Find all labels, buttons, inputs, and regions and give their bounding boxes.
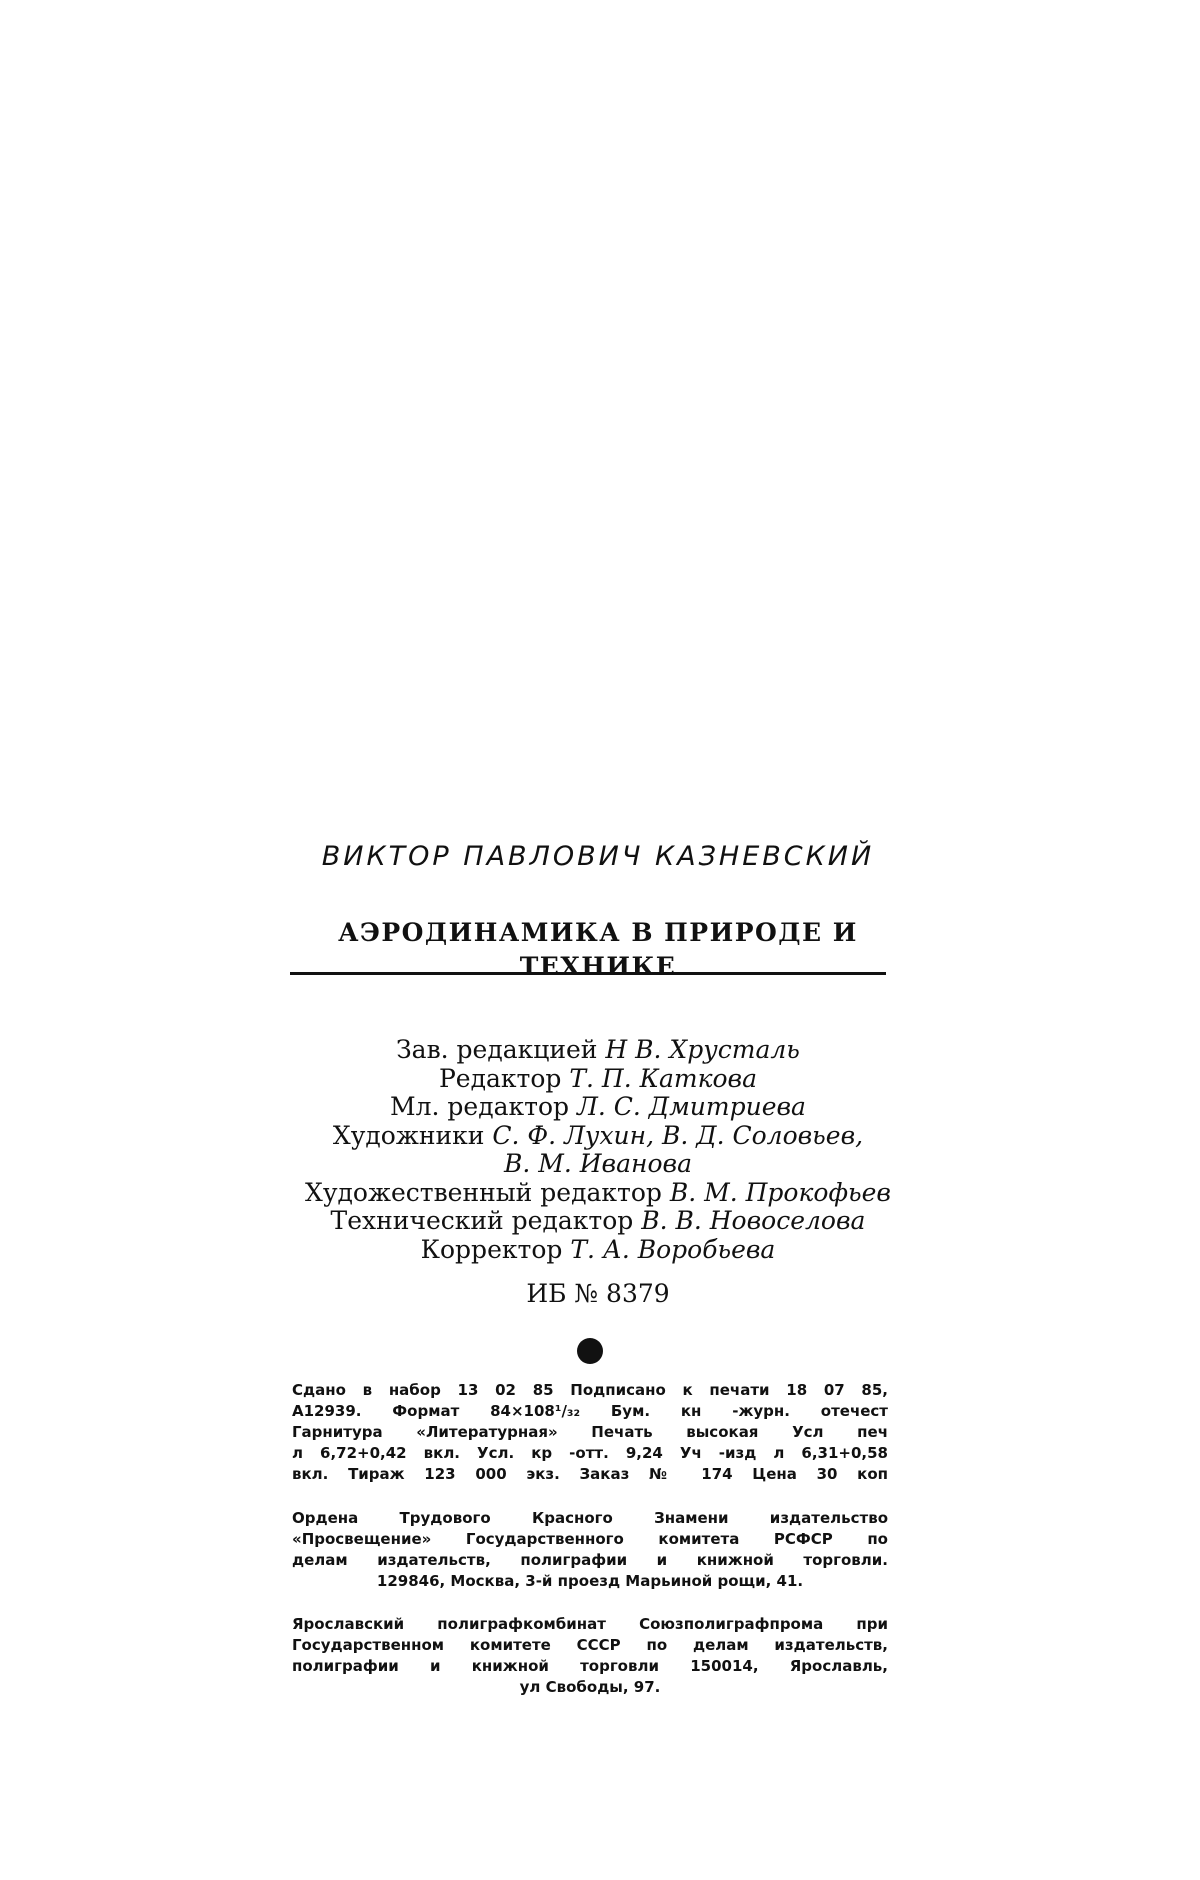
staff-row: [288, 1036, 908, 1065]
staff-row: [288, 1207, 908, 1236]
publisher-imprint: [292, 1508, 888, 1592]
imprint-line: Ордена Трудового Красного Знамени издательство: [292, 1509, 888, 1527]
imprint-line: 129846, Москва, 3-й проезд Марьиной рощи, 41.: [376, 1572, 804, 1590]
staff-role: Технический редактор: [330, 1206, 642, 1235]
staff-names: Т. А. Воробьева: [570, 1234, 776, 1264]
staff-row: [288, 1065, 908, 1094]
staff-row: [288, 1122, 908, 1151]
imprint-line: Гарнитура «Литературная» Печать высокая Усл печ: [292, 1423, 888, 1441]
imprint-line: Сдано в набор 13 02 85 Подписано к печати 18 07 85,: [292, 1381, 888, 1399]
printer-imprint: [292, 1614, 888, 1698]
staff-names: Л. С. Дмитриева: [576, 1092, 806, 1121]
staff-role: Мл. редактор: [390, 1092, 577, 1121]
print-imprint: [292, 1380, 888, 1485]
imprint-line: делам издательств, полиграфии и книжной торговли.: [292, 1551, 888, 1569]
staff-row: [288, 1179, 908, 1208]
imprint-line: л 6,72+0,42 вкл. Усл. кр -отт. 9,24 Уч -изд л 6,31+0,58: [292, 1444, 888, 1462]
staff-row: [288, 1093, 908, 1122]
ib-number: ИБ № 8379: [526, 1279, 670, 1308]
title-divider: [290, 972, 886, 975]
imprint-line: А12939. Формат 84×108¹/₃₂ Бум. кн -журн. отечест: [292, 1402, 888, 1420]
staff-names: Н В. Хрусталь: [605, 1035, 800, 1064]
bullet-ornament: [577, 1338, 603, 1364]
staff-names: С. Ф. Лухин, В. Д. Соловьев,: [492, 1120, 864, 1150]
staff-row: [288, 1236, 908, 1265]
staff-role: Художественный редактор: [305, 1177, 670, 1207]
imprint-line: Государственном комитете СССР по делам издательств,: [292, 1636, 888, 1654]
imprint-line: Ярославский полиграфкомбинат Союзполиграфпрома при: [292, 1615, 888, 1633]
staff-names: В. М. Прокофьев: [669, 1177, 891, 1207]
staff-role: Художники: [332, 1120, 493, 1150]
book-title: АЭРОДИНАМИКА В ПРИРОДЕ И ТЕХНИКЕ: [338, 918, 858, 981]
imprint-line: полиграфии и книжной торговли 150014, Ярославль,: [292, 1657, 888, 1675]
author-name: ВИКТОР ПАВЛОВИЧ КАЗНЕВСКИЙ: [321, 841, 875, 872]
imprint-line: ул Свободы, 97.: [519, 1678, 661, 1696]
editorial-staff: [288, 1036, 908, 1264]
staff-role: Редактор: [438, 1063, 570, 1093]
staff-role: Корректор: [420, 1234, 571, 1264]
staff-names: В. М. Иванова: [504, 1149, 692, 1178]
imprint-line: «Просвещение» Государственного комитета РСФСР по: [292, 1530, 888, 1548]
imprint-line: вкл. Тираж 123 000 экз. Заказ № 174 Цена 30 коп: [292, 1465, 888, 1483]
staff-role: Зав. редакцией: [396, 1035, 606, 1064]
staff-names: В. В. Новоселова: [641, 1206, 866, 1235]
staff-names: Т. П. Каткова: [569, 1063, 758, 1093]
staff-row: [288, 1150, 908, 1179]
